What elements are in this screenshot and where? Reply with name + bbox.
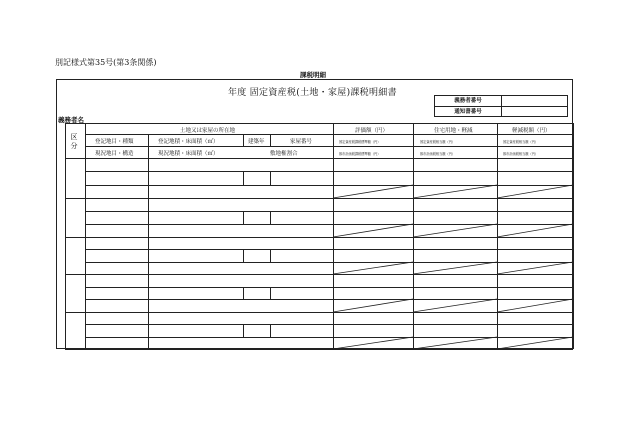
- block-row-rule: [85, 185, 573, 186]
- location-header: 土地又は家屋の所在地: [180, 128, 236, 134]
- taxpayer-name-label: 義務者名: [58, 116, 84, 124]
- diagonal-strike: [333, 224, 413, 237]
- block-bottom-rule: [65, 198, 573, 199]
- diagonal-strike: [333, 262, 413, 274]
- diagonal-strike: [497, 185, 573, 198]
- block-column-rule: [270, 324, 271, 337]
- header-residential-reduction: 住宅用地・軽減: [434, 128, 473, 134]
- block-row-rule: [85, 224, 573, 225]
- header-build-year: 建築年: [248, 139, 265, 145]
- sub-header-fixed-asset-equivalent: 固定資産税相当額（円）: [420, 140, 456, 144]
- block-column-rule: [243, 287, 244, 299]
- block-row-rule: [85, 337, 573, 338]
- block-column-rule: [243, 324, 244, 337]
- notice-number-label: 通知書番号: [435, 107, 502, 117]
- header-reduced-tax: 軽減税額（円）: [512, 128, 551, 134]
- section-tab-label: 課税明細: [300, 71, 326, 79]
- block-column-rule: [270, 287, 271, 299]
- sub-header-city-planning-base: 都市計画税課税標準額（円）: [339, 152, 381, 156]
- header-house-number: 家屋番号: [290, 139, 313, 145]
- sub-header-tax-fixed-asset: 固定資産税相当額（円）: [503, 140, 539, 144]
- block-bottom-rule: [65, 237, 573, 238]
- diagonal-strike: [413, 224, 497, 237]
- taxpayer-number-label: 義務者番号: [435, 96, 502, 106]
- diagonal-strike: [497, 262, 573, 274]
- diagonal-strike: [413, 262, 497, 274]
- block-row-rule: [85, 171, 573, 172]
- diagonal-strike: [497, 337, 573, 349]
- kubun-header: 区分: [70, 133, 78, 150]
- document-title: 年度 固定資産税(土地・家屋)課税明細書: [228, 88, 397, 98]
- sub-header-city-planning-equivalent: 都市計画税相当額（円）: [420, 152, 456, 156]
- diagonal-strike: [497, 224, 573, 237]
- block-column-rule: [243, 249, 244, 262]
- block-column-rule: [270, 211, 271, 224]
- block-bottom-rule: [65, 274, 573, 275]
- block-column-rule: [243, 211, 244, 224]
- header-registered-category: 登記地目・種類: [95, 139, 134, 145]
- diagonal-strike: [333, 337, 413, 349]
- sub-header-tax-city-planning: 都市計画税相当額（円）: [503, 152, 539, 156]
- sub-header-fixed-asset-base: 固定資産税課税標準額（円）: [339, 140, 381, 144]
- header-current-area: 現況地積・床面積（㎡）: [158, 151, 219, 157]
- header-assessed-value: 評価額（円）: [355, 128, 389, 134]
- block-row-rule: [85, 299, 573, 300]
- diagonal-strike: [333, 299, 413, 312]
- diagonal-strike: [413, 337, 497, 349]
- block-column-rule: [270, 171, 271, 185]
- block-row-rule: [85, 287, 573, 288]
- form-number-label: 別記様式第35号(第3条関係): [55, 58, 157, 67]
- diagonal-strike: [413, 185, 497, 198]
- block-column-rule: [270, 249, 271, 262]
- header-site-right-ratio: 敷地権割合: [270, 151, 298, 157]
- block-bottom-rule: [65, 349, 573, 350]
- diagonal-strike: [413, 299, 497, 312]
- block-row-rule: [85, 262, 573, 263]
- diagonal-strike: [497, 299, 573, 312]
- diagonal-strike: [333, 185, 413, 198]
- header-current-category: 現況地目・構造: [95, 151, 134, 157]
- block-column-rule: [243, 171, 244, 185]
- block-row-rule: [85, 324, 573, 325]
- header-registered-area: 登記地積・床面積（㎡）: [158, 139, 219, 145]
- block-row-rule: [85, 211, 573, 212]
- block-row-rule: [85, 249, 573, 250]
- block-bottom-rule: [65, 312, 573, 313]
